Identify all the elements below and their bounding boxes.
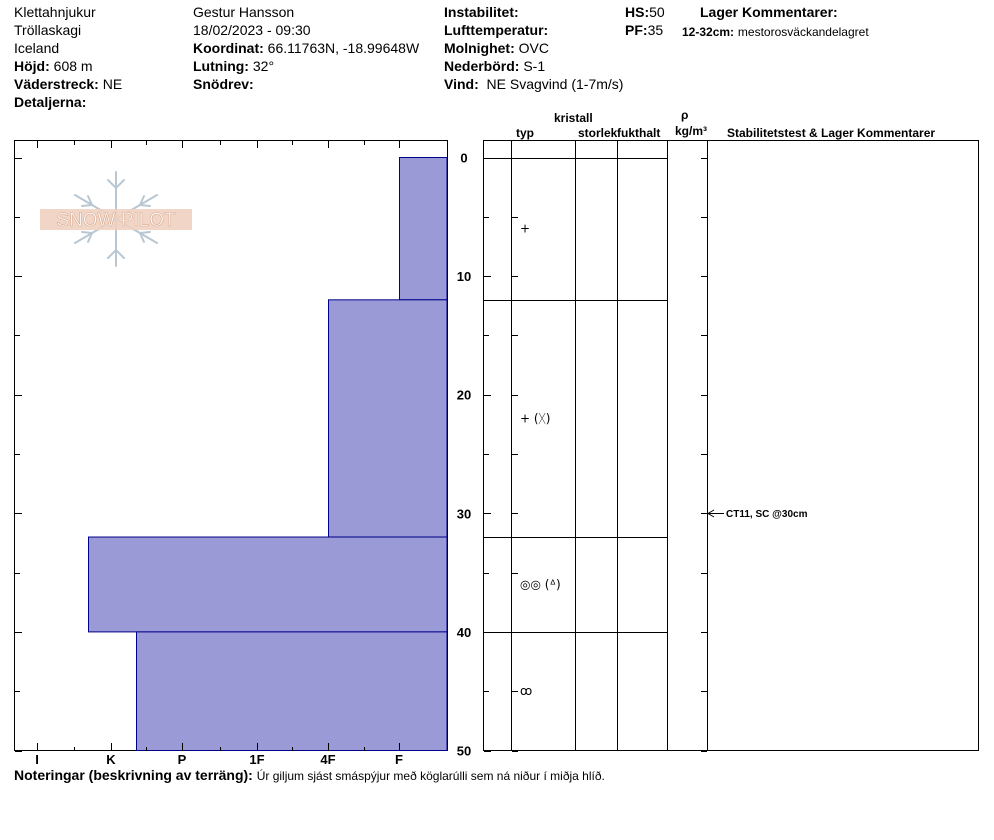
grain-type-symbol: + <box>520 221 531 236</box>
table-column-lines <box>512 140 708 751</box>
layer-table-frame <box>484 141 979 751</box>
grain-type-symbol: ꝏ <box>520 684 533 699</box>
hardness-tick-label: P <box>177 752 187 767</box>
grain-type-symbol: + (ᚷ) <box>520 411 551 426</box>
col-type: typ <box>516 126 534 140</box>
location-range: Tröllaskagi <box>14 22 82 38</box>
depth-tick-label: 0 <box>460 150 468 166</box>
col-stability: Stabilitetstest & Lager Kommentarer <box>727 126 936 140</box>
observation-datetime: 18/02/2023 - 09:30 <box>193 22 311 38</box>
hardness-tick-label: 4F <box>320 752 336 767</box>
hardness-tick-label: K <box>106 752 116 767</box>
depth-tick-label: 30 <box>456 506 472 522</box>
snow-height: HS:50 <box>625 4 665 20</box>
col-rho: ρ <box>681 108 689 122</box>
precipitation: Nederbörd: S-1 <box>444 58 546 74</box>
wind: Vind: NE Svagvind (1-7m/s) <box>444 76 624 92</box>
depth-tick-label: 10 <box>456 269 472 285</box>
hardness-layer-2 <box>89 537 448 632</box>
stability-test-marker <box>708 509 808 520</box>
hardness-tick-label: F <box>395 752 403 767</box>
air-temperature: Lufttemperatur: <box>444 22 549 38</box>
location-name: Klettahnjukur <box>14 4 96 20</box>
col-moisture: fukthalt <box>617 126 661 140</box>
instability: Instabilitet: <box>444 4 519 20</box>
sky-cover: Molnighet: OVC <box>444 40 549 56</box>
terrain-notes: Noteringar (beskrivning av terräng): Úr giljum sjást smáspýjur með köglarúlli sem ná niður í miðja hlíð. <box>14 767 605 783</box>
layer-comment: 12-32cm: mestorosväckandelagret <box>682 25 869 39</box>
stability-test-label: CT11, SC @30cm <box>726 509 808 520</box>
hardness-tick-label: I <box>35 752 39 767</box>
slope-angle: Lutning: 32° <box>193 58 275 74</box>
depth-tick-label: 50 <box>456 743 472 759</box>
hardness-layers <box>89 158 448 751</box>
details-label: Detaljerna: <box>14 94 87 110</box>
elevation: Höjd: 608 m <box>14 58 93 74</box>
hardness-layer-1 <box>329 300 448 537</box>
wind-loading: Snödrev: <box>193 76 254 92</box>
col-crystal: kristall <box>554 111 593 125</box>
depth-tick-label: 20 <box>456 387 472 403</box>
col-density: kg/m³ <box>675 124 708 138</box>
logo-text: SNOW PILOT <box>56 210 176 231</box>
layer-comments-label: Lager Kommentarer: <box>700 4 838 20</box>
coordinates: Koordinat: 66.11763N, -18.99648W <box>193 40 420 56</box>
hardness-tick-label: 1F <box>249 752 265 767</box>
observer-name: Gestur Hansson <box>193 4 295 20</box>
hardness-layer-0 <box>400 158 448 300</box>
grain-type-symbol: ◎◎ (ᐞ) <box>520 577 561 592</box>
depth-tick-label: 40 <box>456 624 472 640</box>
penetration-foot: PF:35 <box>625 22 664 38</box>
col-size: storlek <box>578 126 618 140</box>
location-country: Iceland <box>14 40 60 56</box>
aspect: Väderstreck: NE <box>14 76 123 92</box>
hardness-layer-3 <box>137 632 448 751</box>
